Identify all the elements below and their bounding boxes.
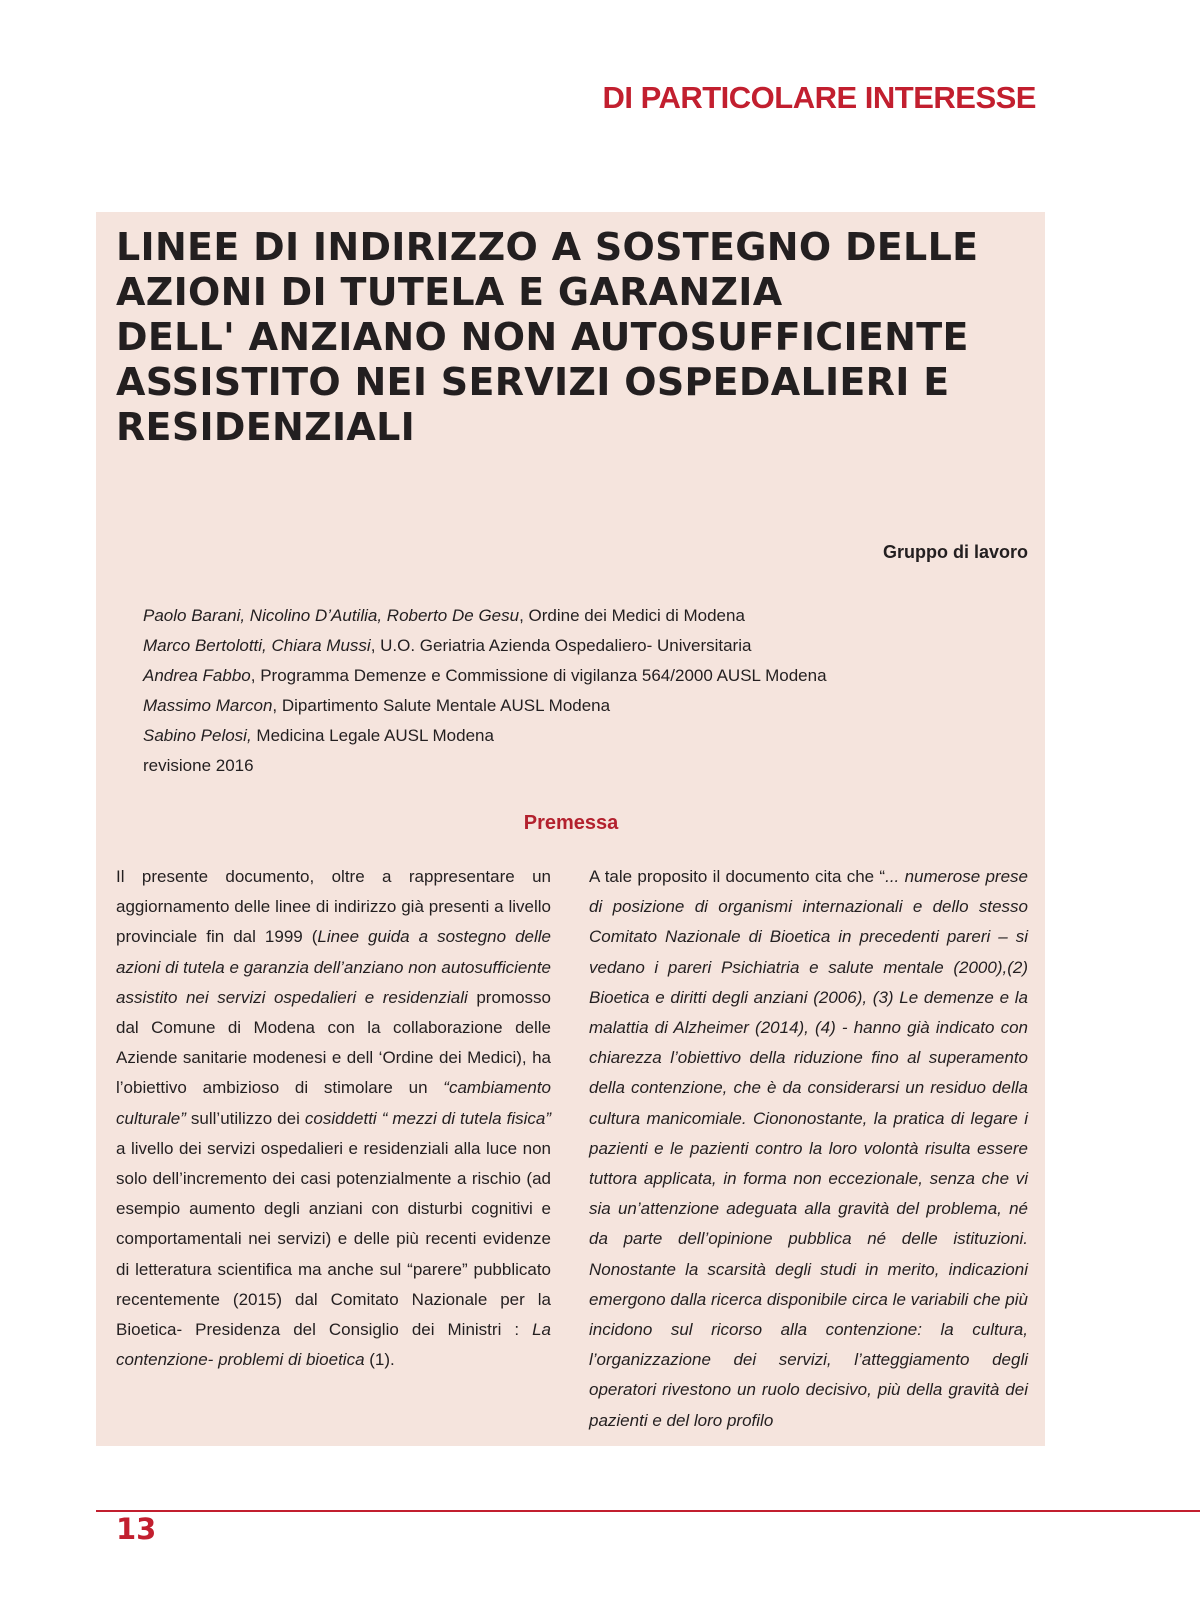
text-run-italic: cosiddetti “ mezzi di tutela fisica” [304,1108,551,1128]
author-line [143,721,1003,751]
section-label: DI PARTICOLARE INTERESSE [602,80,1036,115]
body-column-left [116,862,551,1375]
article-title-line: ASSISTITO NEI SERVIZI OSPEDALIERI E [116,360,950,404]
footer-rule [96,1510,1200,1512]
revision-note: revisione 2016 [143,756,254,775]
article-title-line: AZIONI DI TUTELA E GARANZIA [116,270,783,314]
author-names: Massimo Marcon [143,696,273,715]
body-paragraph [116,862,551,1375]
author-line [143,601,1003,631]
text-run-italic: ... numerose prese di posizione di organismi internazionali e dello stesso Comitato Nazionale di Bioetica in precedenti pareri – si vedano i pareri Psichiatria e salute mentale (2000),(2) Bioetica e diritti degli anziani (2006), (3) Le demenze e la malattia di Alzheimer (2014), (4) - hanno già indicato con chiarezza l’obiettivo della riduzione fino al superamento della contenzione, che è da considerarsi un residuo della cultura manicomiale. Ciononostante, la pratica di legare i pazienti e le pazienti contro la loro volontà risulta essere tuttora applicata, in forma non eccezionale, senza che vi sia un’attenzione adeguata alla gravità del problema, né da parte dell’opinione pubblica né delle istituzioni. Nonostante la scarsità degli studi in merito, indicazioni emergono dalla ricerca disponibile circa le variabili che più incidono sul ricorso alla contenzione: la cultura, l’organizzazione dei servizi, l’atteggiamento degli operatori rivestono un ruolo decisivo, più della gravità dei pazienti e del loro profilo [589,867,1028,1430]
text-run: (1). [364,1350,395,1370]
author-line [143,631,1003,661]
author-names: Sabino Pelosi, [143,726,252,745]
author-line [143,661,1003,691]
text-run-italic: “cambiamento culturale” [116,1078,551,1128]
authors-list [143,601,1003,781]
author-affiliation: , Ordine dei Medici di Modena [519,606,745,625]
author-affiliation: , Programma Demenze e Commissione di vigilanza 564/2000 AUSL Modena [250,666,827,685]
section-heading: Premessa [523,812,619,834]
article-title-line: LINEE DI INDIRIZZO A SOSTEGNO DELLE [116,225,979,269]
article-title [116,225,1016,450]
author-names: Andrea Fabbo [143,666,251,685]
text-run: A tale proposito il documento cita che “ [589,867,886,886]
article-title-line: RESIDENZIALI [116,405,416,449]
page-number: 13 [116,1512,157,1546]
author-names: Marco Bertolotti, Chiara Mussi [143,636,371,655]
body-paragraph [589,862,1028,1436]
text-run: promosso dal Comune di Modena con la collaborazione delle Aziende sanitarie modenesi e dell ‘Ordine dei Medici), ha l’obiettivo ambizioso di stimolare un [116,987,551,1098]
text-run-italic: La contenzione- problemi di bioetica [116,1320,551,1370]
text-run-italic: Linee guida a sostegno delle azioni di tutela e garanzia dell’anziano non autosufficiente assistito nei servizi ospedalieri e residenziali [116,927,552,1007]
author-affiliation: , Dipartimento Salute Mentale AUSL Modena [272,696,611,715]
text-run: sull’utilizzo dei [185,1108,305,1128]
article-title-line: DELL' ANZIANO NON AUTOSUFFICIENTE [116,315,969,359]
text-run: Il presente documento, oltre a rappresentare un aggiornamento delle linee di indirizzo già presenti a livello provinciale fin dal 1999 ( [116,867,551,947]
author-names: Paolo Barani, Nicolino D’Autilia, Roberto De Gesu [143,606,520,625]
author-affiliation: Medicina Legale AUSL Modena [251,726,494,745]
text-run: a livello dei servizi ospedalieri e residenziali alla luce non solo dell’incremento dei casi potenzialmente a rischio (ad esempio aumento degli anziani con disturbi cognitivi e comportamentali nei servizi) e delle più recenti evidenze di letteratura scientifica ma anche sul “parere” pubblicato recentemente (2015) dal Comitato Nazionale per la Bioetica- Presidenza del Consiglio dei Ministri : [116,1138,551,1340]
body-column-right [589,862,1028,1436]
author-line [143,691,1003,721]
working-group-label: Gruppo di lavoro [882,542,1028,562]
author-affiliation: , U.O. Geriatria Azienda Ospedaliero- Universitaria [370,636,752,655]
